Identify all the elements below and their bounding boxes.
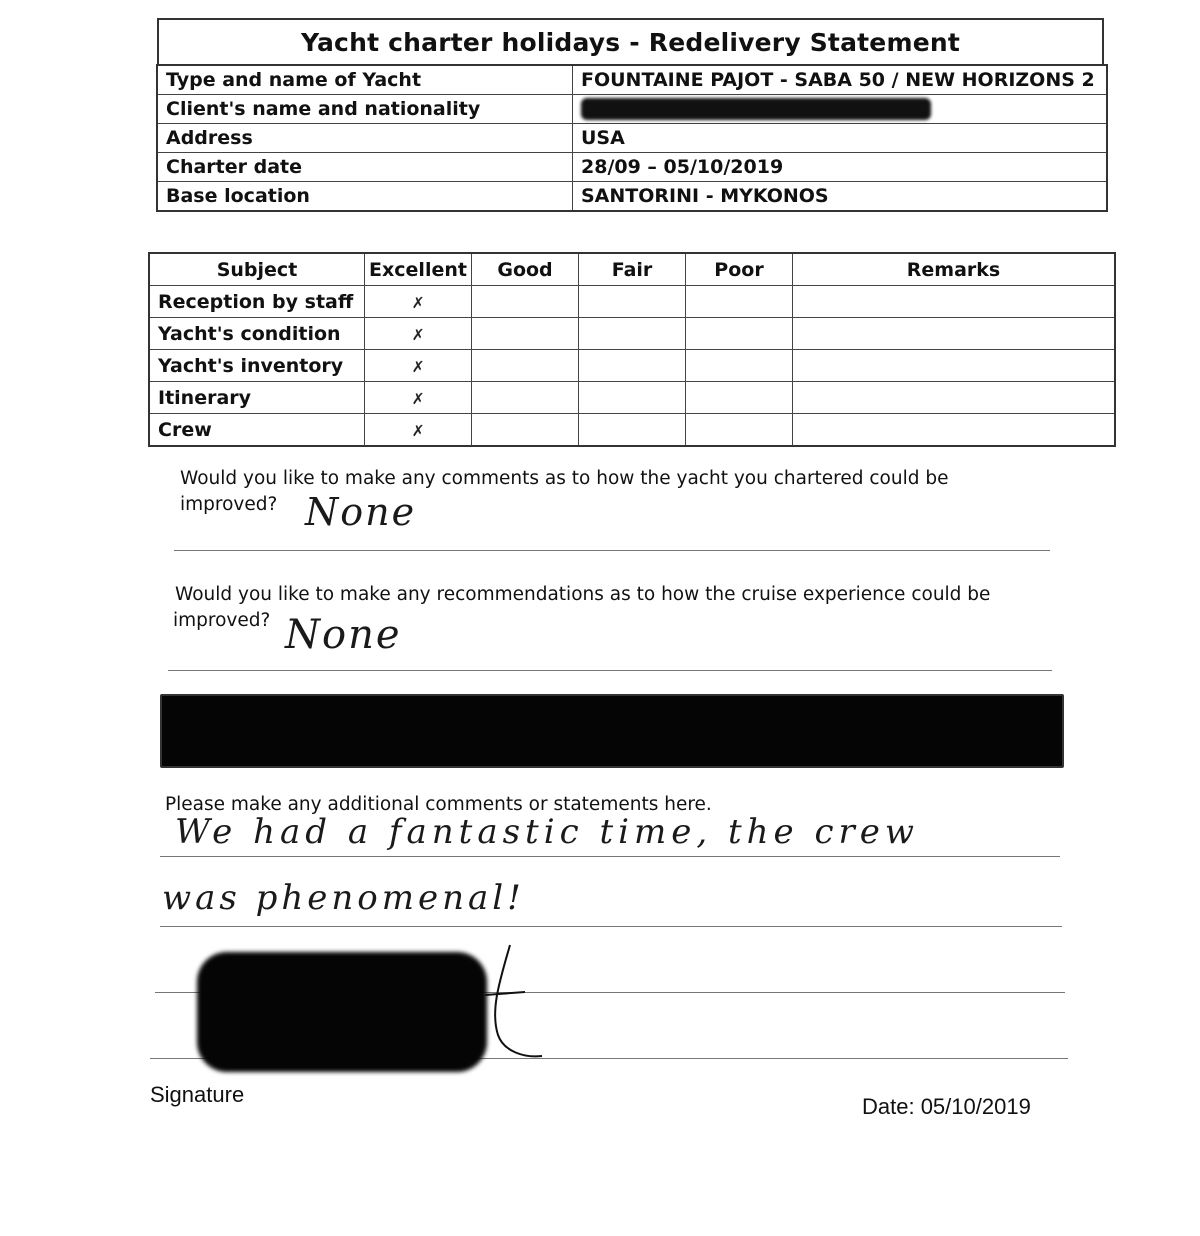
rating-header-row	[149, 253, 1115, 286]
comment-line-1-handwritten: We had a fantastic time, the crew	[175, 812, 919, 852]
rating-row	[149, 350, 1115, 382]
header-subject: Subject	[149, 253, 365, 286]
answer-2-handwritten: None	[285, 612, 402, 658]
info-row-charter-date	[157, 153, 1107, 182]
info-value: FOUNTAINE PAJOT - SABA 50 / NEW HORIZONS 2	[573, 65, 1108, 95]
signature-label: Signature	[150, 1082, 245, 1107]
info-value: USA	[573, 124, 1108, 153]
yacht-info-table	[156, 64, 1108, 212]
info-value	[573, 95, 1108, 124]
info-row-base-location	[157, 182, 1107, 212]
comments-prompt: Please make any additional comments or statements here.	[165, 794, 712, 815]
header-fair: Fair	[579, 253, 686, 286]
question-2-line-1: Would you like to make any recommendations as to how the cruise experience could be	[175, 584, 991, 605]
info-label: Client's name and nationality	[157, 95, 573, 124]
info-row-client	[157, 95, 1107, 124]
redacted-signature	[197, 952, 487, 1072]
header-excellent: Excellent	[365, 253, 472, 286]
excellent-mark: ✗	[365, 414, 472, 447]
document-title: Yacht charter holidays - Redelivery Statement	[157, 18, 1104, 64]
rating-row	[149, 414, 1115, 447]
rating-subject: Crew	[149, 414, 365, 447]
question-1-line-1: Would you like to make any comments as to how the yacht you chartered could be	[180, 468, 949, 489]
header-good: Good	[472, 253, 579, 286]
info-label: Type and name of Yacht	[157, 65, 573, 95]
header-remarks: Remarks	[793, 253, 1116, 286]
info-value: SANTORINI - MYKONOS	[573, 182, 1108, 212]
comment-rule-2	[160, 926, 1062, 927]
info-row-address	[157, 124, 1107, 153]
date-label: Date: 05/10/2019	[862, 1094, 1031, 1119]
redacted-client-name	[581, 98, 931, 120]
question-2-line-2: improved?	[173, 610, 271, 631]
rating-subject: Reception by staff	[149, 286, 365, 318]
info-label: Address	[157, 124, 573, 153]
answer-2-rule	[168, 670, 1052, 671]
redacted-section	[160, 694, 1064, 768]
rating-table	[148, 252, 1116, 447]
info-row-yacht	[157, 65, 1107, 95]
excellent-mark: ✗	[365, 382, 472, 414]
rating-subject: Yacht's condition	[149, 318, 365, 350]
info-label: Base location	[157, 182, 573, 212]
rating-row	[149, 286, 1115, 318]
excellent-mark: ✗	[365, 286, 472, 318]
excellent-mark: ✗	[365, 318, 472, 350]
info-value: 28/09 – 05/10/2019	[573, 153, 1108, 182]
question-1-line-2: improved?	[180, 494, 278, 515]
rating-row	[149, 382, 1115, 414]
comment-line-2-handwritten: was phenomenal!	[162, 878, 525, 918]
rating-subject: Itinerary	[149, 382, 365, 414]
answer-1-handwritten: None	[305, 490, 417, 534]
info-label: Charter date	[157, 153, 573, 182]
answer-1-rule	[174, 550, 1050, 551]
comment-rule-1	[160, 856, 1060, 857]
rating-row	[149, 318, 1115, 350]
header-poor: Poor	[686, 253, 793, 286]
excellent-mark: ✗	[365, 350, 472, 382]
signature-stroke	[470, 940, 550, 1065]
rating-subject: Yacht's inventory	[149, 350, 365, 382]
